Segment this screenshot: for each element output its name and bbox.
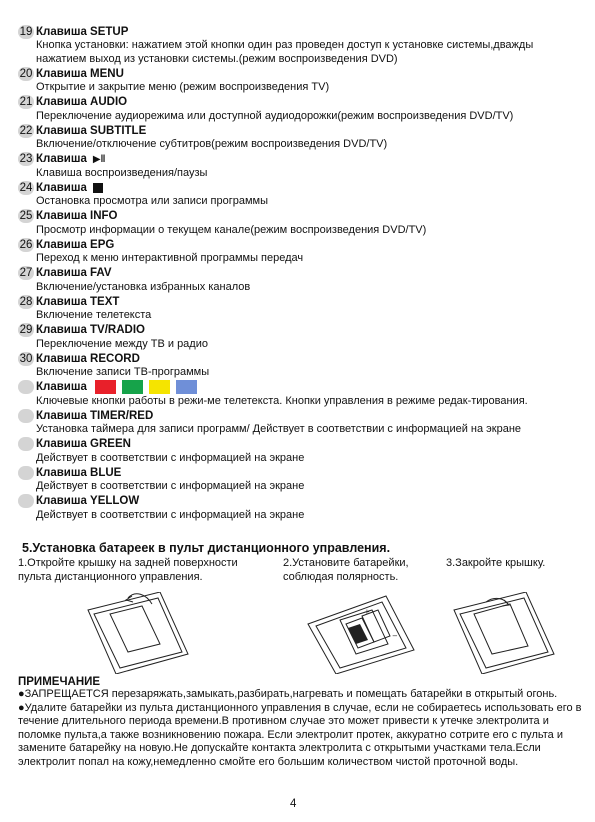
key-title: Клавиша bbox=[36, 153, 87, 165]
key-item-epg bbox=[18, 237, 588, 266]
key-description: Переключение между ТВ и радио bbox=[36, 337, 208, 350]
red-key-swatch bbox=[95, 380, 116, 394]
key-title: Клавиша SUBTITLE bbox=[36, 124, 147, 137]
note-title: ПРИМЕЧАНИЕ bbox=[18, 676, 101, 688]
remote-open-cover-illustration bbox=[80, 592, 190, 674]
key-number-badge: 24 bbox=[19, 181, 33, 194]
key-title: Клавиша TV/RADIO bbox=[36, 324, 145, 336]
key-title: Клавиша bbox=[36, 381, 87, 393]
key-number-badge: 19 bbox=[19, 25, 33, 38]
key-item-timer-red bbox=[18, 408, 588, 437]
key-item-audio bbox=[18, 95, 588, 124]
key-description: Включение/установка избранных каналов bbox=[36, 280, 251, 293]
key-number-badge: 29 bbox=[19, 324, 33, 336]
key-title: Клавиша TEXT bbox=[36, 295, 120, 308]
yellow-key-swatch bbox=[149, 380, 170, 394]
key-number-badge bbox=[18, 494, 34, 508]
stop-icon bbox=[93, 183, 103, 193]
key-number-badge: 23 bbox=[19, 153, 33, 165]
note-paragraph-1: ●ЗАПРЕЩАЕТСЯ перезаряжать,замыкать,разбирать,нагревать и помещать батарейки в открытый огонь. bbox=[18, 688, 558, 700]
svg-text:+: + bbox=[364, 608, 370, 616]
key-description: Клавиша воспроизведения/паузы bbox=[36, 166, 208, 179]
key-title: Клавиша GREEN bbox=[36, 438, 131, 450]
key-item-play-pause bbox=[18, 152, 588, 181]
key-item-info bbox=[18, 209, 588, 238]
battery-section-title: 5.Установка батареек в пульт дистанционного управления. bbox=[22, 541, 391, 555]
key-description: Остановка просмотра или записи программы bbox=[36, 195, 269, 207]
key-description: Действует в соответствии с информацией на экране bbox=[36, 480, 305, 492]
key-number-badge: 28 bbox=[19, 295, 33, 308]
key-item-text bbox=[18, 294, 588, 323]
key-description: Установка таймера для записи программ/ Действует в соответствии с информацией на экране bbox=[36, 423, 522, 435]
key-description: Просмотр информации о текущем канале(режим воспроизведения DVD/TV) bbox=[36, 223, 427, 236]
key-title: Клавиша MENU bbox=[36, 67, 124, 80]
key-title: Клавиша RECORD bbox=[36, 352, 140, 365]
key-description: Включение записи ТВ-программы bbox=[36, 366, 210, 378]
key-number-badge bbox=[18, 466, 34, 480]
key-description: Переход к меню интерактивной программы передач bbox=[36, 252, 304, 264]
remote-insert-batteries-illustration bbox=[302, 594, 417, 674]
key-item-menu bbox=[18, 66, 588, 95]
key-item-stop bbox=[18, 180, 588, 209]
key-title: Клавиша YELLOW bbox=[36, 495, 140, 507]
key-number-badge bbox=[18, 437, 34, 451]
key-title: Клавиша SETUP bbox=[36, 25, 129, 38]
battery-step-1: 1.Откройте крышку на задней поверхности пульта дистанционного управления. bbox=[18, 557, 238, 583]
key-number-badge bbox=[18, 380, 34, 394]
play-pause-icon: ▶ǁ bbox=[92, 153, 106, 165]
key-description: Кнопка установки: нажатием этой кнопки один раз проведен доступ к установке системы,дважды нажатием выход из установки системы.(режим воспроизведения DVD) bbox=[36, 39, 534, 65]
key-title: Клавиша bbox=[36, 181, 87, 194]
key-description: Включение телетекста bbox=[36, 309, 152, 321]
key-title: Клавиша INFO bbox=[36, 210, 118, 222]
key-item-color-keys bbox=[18, 380, 588, 409]
key-description: Ключевые кнопки работы в режи-ме телетекста. Кнопки управления в режиме редак-тирования. bbox=[36, 394, 528, 407]
key-number-badge: 25 bbox=[19, 210, 33, 222]
blue-key-swatch bbox=[176, 380, 197, 394]
key-description: Включение/отключение субтитров(режим воспроизведения DVD/TV) bbox=[36, 138, 388, 150]
remote-close-cover-illustration bbox=[446, 592, 556, 674]
key-item-green bbox=[18, 437, 588, 466]
key-description: Действует в соответствии с информацией на экране bbox=[36, 508, 305, 521]
key-number-badge: 26 bbox=[19, 238, 33, 251]
key-title: Клавиша EPG bbox=[36, 238, 115, 251]
key-description: Действует в соответствии с информацией на экране bbox=[36, 451, 305, 464]
key-number-badge: 30 bbox=[19, 352, 33, 365]
note-body bbox=[18, 688, 588, 769]
key-number-badge: 21 bbox=[19, 96, 33, 108]
key-title: Клавиша FAV bbox=[36, 267, 112, 279]
key-item-yellow bbox=[18, 494, 588, 523]
key-title: Клавиша AUDIO bbox=[36, 96, 128, 108]
key-item-fav bbox=[18, 266, 588, 295]
battery-step-3: 3.Закройте крышку. bbox=[446, 557, 546, 569]
page-number: 4 bbox=[290, 798, 297, 810]
note-paragraph-2: ●Удалите батарейки из пульта дистанционного управления в случае, если не собираетесь использовать его в течение длительного периода времени.В противном случае это может привести к утечке электролита и поломке пульта,а также возникновению пожара. Если электролит протек, аккуратно сотрите его с пульта и замените батарейку на новую.Не допускайте контакта электролита с открытыми участками тела.Если электролит попал на кожу,немедленно смойте его большим количеством чистой проточной воды. bbox=[18, 701, 582, 768]
key-description: Переключение аудиорежима или доступной аудиодорожки(режим воспроизведения DVD/TV) bbox=[36, 109, 514, 122]
key-title: Клавиша TIMER/RED bbox=[36, 409, 154, 422]
key-number-badge: 20 bbox=[19, 67, 33, 80]
key-item-setup bbox=[18, 24, 588, 66]
key-item-record bbox=[18, 351, 588, 380]
key-descriptions-list bbox=[18, 24, 588, 522]
key-item-subtitle bbox=[18, 123, 588, 152]
key-item-tv-radio bbox=[18, 323, 588, 352]
key-number-badge: 22 bbox=[19, 124, 33, 137]
key-description: Открытие и закрытие меню (режим воспроизведения TV) bbox=[36, 81, 330, 93]
key-number-badge: 27 bbox=[19, 267, 33, 279]
key-title: Клавиша BLUE bbox=[36, 466, 122, 479]
svg-text:−: − bbox=[392, 632, 398, 640]
key-item-blue bbox=[18, 465, 588, 494]
key-number-badge bbox=[18, 409, 34, 423]
green-key-swatch bbox=[122, 380, 143, 394]
battery-step-2: 2.Установите батарейки, соблюдая полярность. bbox=[283, 557, 409, 583]
